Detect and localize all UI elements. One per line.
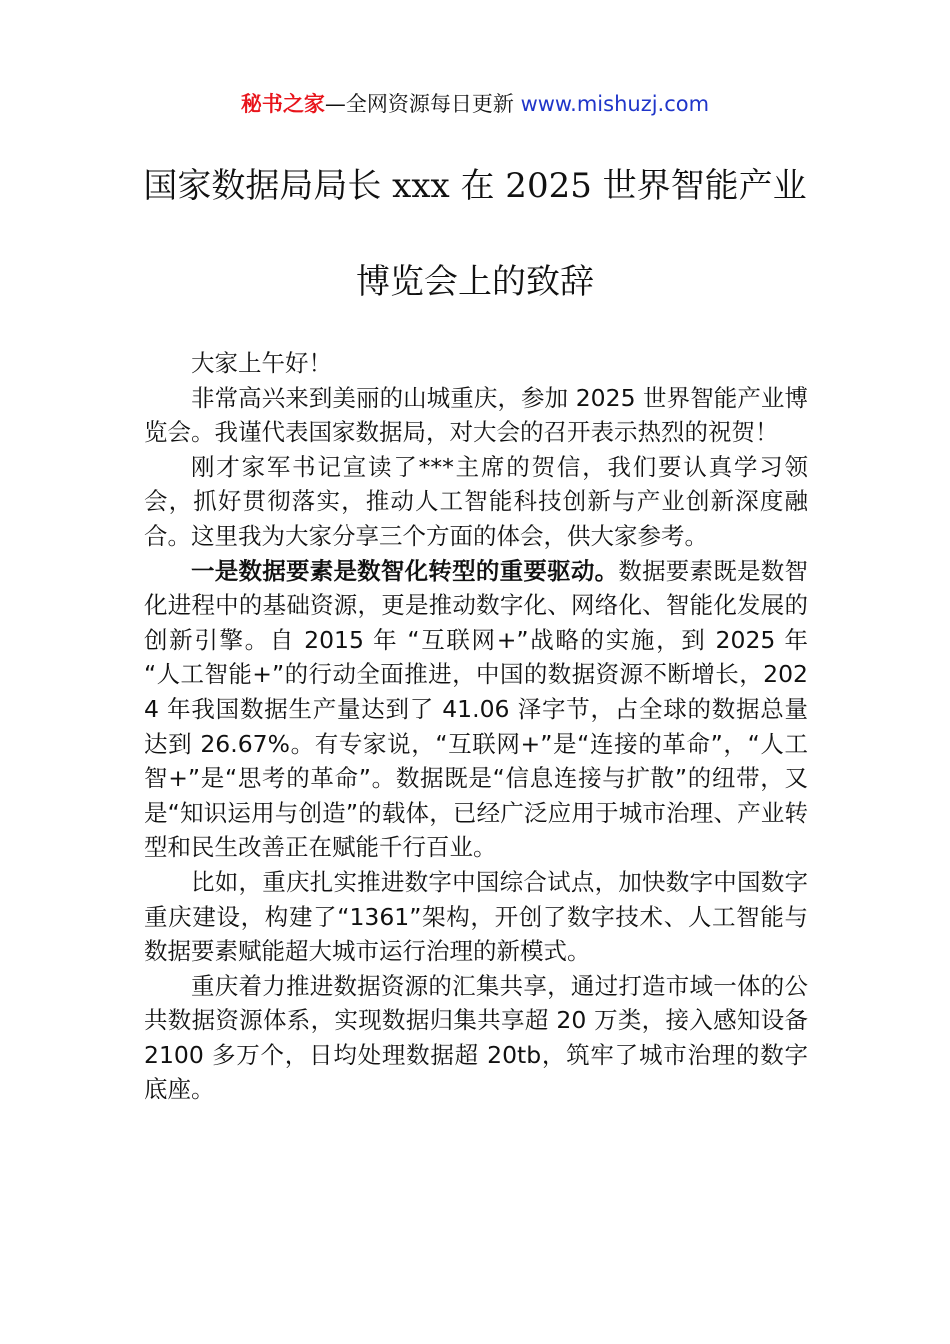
section-heading: 一是数据要素是数智化转型的重要驱动。 bbox=[191, 556, 619, 585]
section-text: 数据要素既是数智化进程中的基础资源，更是推动数字化、网络化、智能化发展的创新引擎。自 2015 年 “互联网+”战略的实施，到 2025 年 “人工智能+”的行动全面推进，中国的数据资源不断增长，2024 年我国数据生产量达到了 41.06 泽字节，占全球的数据总量达到 26.67%。有专家说，“互联网+”是“连接的革命”，“人工智+”是“思考的革命”。数据既是“信息连接与扩散”的纽带，又是“知识运用与创造”的载体，已经广泛应用于城市治理、产业转型和民生改善正在赋能千行百业。 bbox=[144, 556, 809, 862]
document-body bbox=[144, 346, 808, 1107]
body-paragraph: 重庆着力推进数据资源的汇集共享，通过打造市域一体的公共数据资源体系，实现数据归集共享超 20 万类，接入感知设备 2100 多万个，日均处理数据超 20tb，筑牢了城市治理的数字底座。 bbox=[144, 971, 808, 1104]
brand-name: 秘书之家 bbox=[240, 92, 325, 116]
body-paragraph: 非常高兴来到美丽的山城重庆，参加 2025 世界智能产业博览会。我谨代表国家数据局，对大会的召开表示热烈的祝贺！ bbox=[144, 383, 808, 447]
body-paragraph: 刚才家军书记宣读了***主席的贺信，我们要认真学习领会，抓好贯彻落实，推动人工智能科技创新与产业创新深度融合。这里我为大家分享三个方面的体会，供大家参考。 bbox=[144, 452, 808, 550]
document-title-line-1: 国家数据局局长 xxx 在 2025 世界智能产业 bbox=[143, 166, 807, 206]
body-paragraph: 比如，重庆扎实推进数字中国综合试点，加快数字中国数字重庆建设，构建了“1361”架构，开创了数字技术、人工智能与数据要素赋能超大城市运行治理的新模式。 bbox=[144, 867, 808, 966]
body-paragraph bbox=[144, 554, 808, 865]
site-header bbox=[0, 88, 950, 120]
header-tagline: —全网资源每日更新 bbox=[324, 92, 514, 116]
greeting-paragraph: 大家上午好！ bbox=[191, 349, 332, 377]
site-url-link[interactable]: www.mishuzj.com bbox=[520, 92, 710, 116]
document-title-line-2: 博览会上的致辞 bbox=[356, 262, 594, 302]
